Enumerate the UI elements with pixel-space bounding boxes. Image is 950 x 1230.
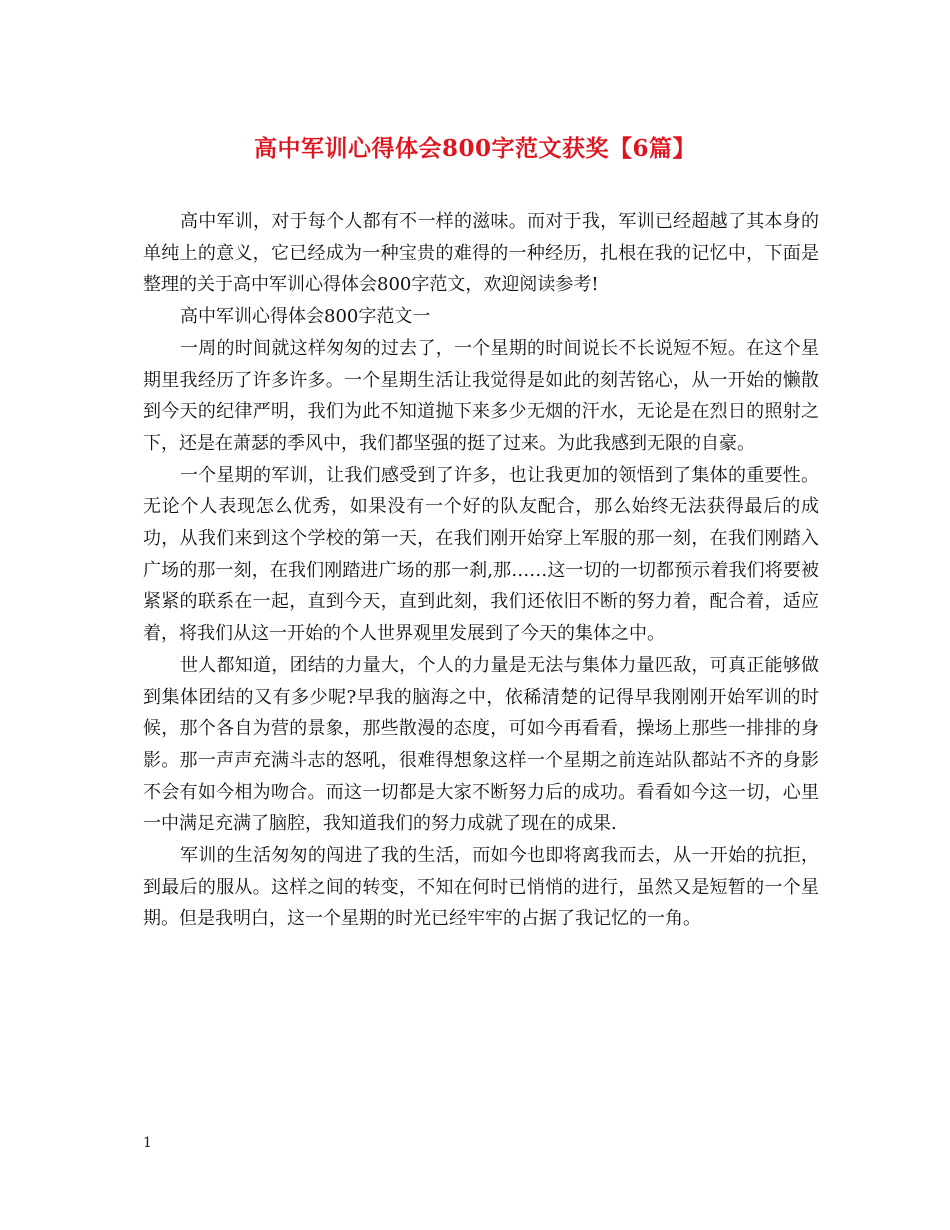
body-paragraph: 一个星期的军训，让我们感受到了许多，也让我更加的领悟到了集体的重要性。无论个人表现怎么优秀，如果没有一个好的队友配合，那么始终无法获得最后的成功，从我们来到这个学校的第一天，在我们刚开始穿上军服的那一刻，在我们刚踏入广场的那一刻，在我们刚踏进广场的那一刹,那……这一切的一切都预示着我们将要被紧紧的联系在一起，直到今天，直到此刻，我们还依旧不断的努力着，配合着，适应着，将我们从这一开始的个人世界观里发展到了今天的集体之中。 <box>143 464 819 645</box>
body-paragraph: 一周的时间就这样匆匆的过去了，一个星期的时间说长不长说短不短。在这个星期里我经历了许多许多。一个星期生活让我觉得是如此的刻苦铭心，从一开始的懒散到今天的纪律严明，我们为此不知道抛下来多少无烟的汗水，无论是在烈日的照射之下，还是在萧瑟的季风中，我们都坚强的挺了过来。为此我感到无限的自豪。 <box>143 337 819 454</box>
page-number: 1 <box>143 1135 152 1151</box>
document-title: 高中军训心得体会800字范文获奖【6篇】 <box>253 135 696 162</box>
body-paragraph: 世人都知道，团结的力量大，个人的力量是无法与集体力量匹敌，可真正能够做到集体团结的又有多少呢?早我的脑海之中，依稀清楚的记得早我刚刚开始军训的时候，那个各自为营的景象，那些散漫的态度，可如今再看看，操场上那些一排排的身影。那一声声充满斗志的怒吼，很难得想象这样一个星期之前连站队都站不齐的身影不会有如今相为吻合。而这一切都是大家不断努力后的成功。看看如今这一切，心里一中满足充满了脑腔，我知道我们的努力成就了现在的成果. <box>143 654 819 835</box>
document-body <box>143 206 819 935</box>
section-heading: 高中军训心得体会800字范文一 <box>180 306 431 328</box>
intro-paragraph: 高中军训，对于每个人都有不一样的滋味。而对于我，军训已经超越了其本身的单纯上的意义，它已经成为一种宝贵的难得的一种经历，扎根在我的记忆中，下面是整理的关于高中军训心得体会800字范文，欢迎阅读参考! <box>143 211 819 296</box>
body-paragraph: 军训的生活匆匆的闯进了我的生活，而如今也即将离我而去，从一开始的抗拒，到最后的服从。这样之间的转变，不知在何时已悄悄的进行，虽然又是短暂的一个星期。但是我明白，这一个星期的时光已经牢牢的占据了我记忆的一角。 <box>143 845 819 930</box>
